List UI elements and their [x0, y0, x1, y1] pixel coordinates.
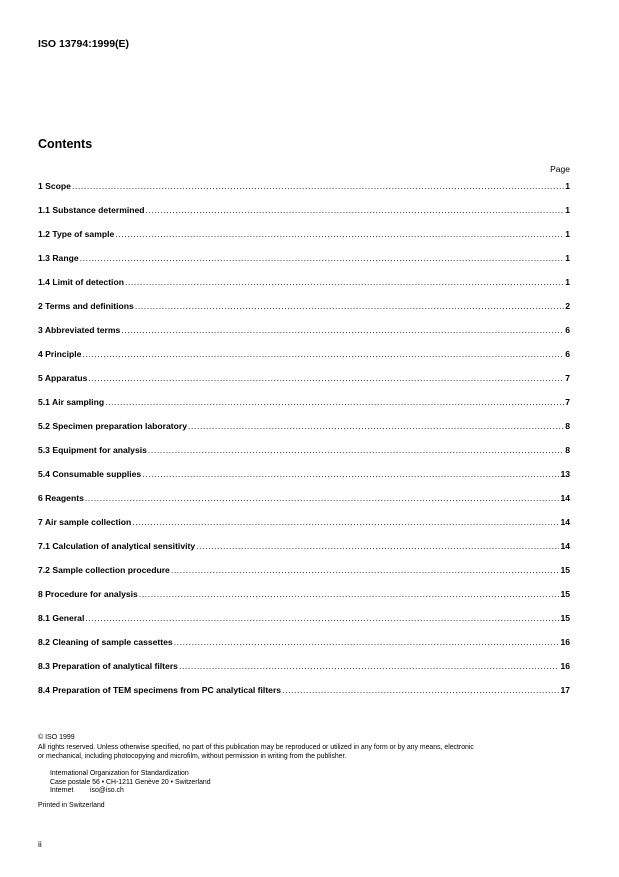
toc-entry[interactable]: [38, 349, 570, 373]
toc-entry-page: 1: [565, 253, 570, 263]
document-code: ISO 13794:1999(E): [38, 38, 130, 50]
rights-statement: [38, 744, 574, 761]
toc-entry-title: 7.2 Sample collection procedure: [38, 565, 170, 575]
toc-entry-page: 13: [560, 469, 570, 479]
toc-entry-title: 5.1 Air sampling: [38, 397, 105, 407]
toc-entry-title: 8.1 General: [38, 613, 85, 623]
dot-leader: [125, 277, 564, 287]
toc-entry[interactable]: [38, 661, 570, 685]
publisher-address: [50, 770, 211, 796]
dot-leader: [82, 349, 564, 359]
dot-leader: [148, 445, 564, 455]
toc-entry-page: 6: [565, 325, 570, 335]
dot-leader: [85, 493, 560, 503]
toc-entry-title: 4 Principle: [38, 349, 82, 359]
printed-in: Printed in Switzerland: [38, 802, 105, 809]
dot-leader: [174, 637, 560, 647]
internet-address[interactable]: iso@iso.ch: [90, 787, 124, 795]
dot-leader: [142, 469, 559, 479]
internet-contact: [50, 787, 211, 796]
toc-entry-title: 5.2 Specimen preparation laboratory: [38, 421, 188, 431]
toc-entry[interactable]: [38, 229, 570, 253]
toc-entry[interactable]: [38, 685, 570, 709]
toc-entry-title: 2 Terms and definitions: [38, 301, 134, 311]
dot-leader: [88, 373, 564, 383]
dot-leader: [72, 181, 564, 191]
toc-entry[interactable]: [38, 253, 570, 277]
toc-entry-title: 1.2 Type of sample: [38, 229, 115, 239]
toc-entry-title: 5 Apparatus: [38, 373, 88, 383]
page-column-label: Page: [550, 164, 570, 174]
dot-leader: [135, 301, 564, 311]
toc-entry-title: 6 Reagents: [38, 493, 84, 503]
toc-entry[interactable]: [38, 637, 570, 661]
toc-entry[interactable]: [38, 277, 570, 301]
dot-leader: [171, 565, 560, 575]
dot-leader: [132, 517, 559, 527]
toc-entry[interactable]: [38, 421, 570, 445]
rights-line: or mechanical, including photocopying and microfilm, without permission in writing from the publisher.: [38, 752, 347, 760]
toc-entry[interactable]: [38, 445, 570, 469]
toc-entry-page: 6: [565, 349, 570, 359]
rights-line: All rights reserved. Unless otherwise specified, no part of this publication may be reproduced or utilized in any form or by any means, electronic: [38, 744, 474, 751]
toc-entry-title: 3 Abbreviated terms: [38, 325, 121, 335]
toc-entry-page: 8: [565, 421, 570, 431]
toc-entry[interactable]: [38, 493, 570, 517]
toc-entry[interactable]: [38, 613, 570, 637]
dot-leader: [105, 397, 564, 407]
toc-entry-title: 1.4 Limit of detection: [38, 277, 124, 287]
toc-entry-page: 16: [560, 661, 570, 671]
postal-address: Case postale 56 • CH-1211 Genève 20 • Switzerland: [50, 778, 211, 786]
toc-entry-title: 5.4 Consumable supplies: [38, 469, 142, 479]
toc-entry-page: 1: [565, 205, 570, 215]
dot-leader: [188, 421, 564, 431]
toc-entry-page: 15: [560, 589, 570, 599]
toc-entry-page: 1: [565, 277, 570, 287]
dot-leader: [139, 589, 560, 599]
toc-entry-page: 16: [560, 637, 570, 647]
toc-entry-title: 8.4 Preparation of TEM specimens from PC analytical filters: [38, 685, 282, 695]
dot-leader: [121, 325, 564, 335]
page-number: ii: [38, 839, 42, 849]
toc-entry[interactable]: [38, 373, 570, 397]
dot-leader: [196, 541, 559, 551]
toc-entry-title: 7 Air sample collection: [38, 517, 132, 527]
contents-title: Contents: [38, 137, 93, 151]
dot-leader: [85, 613, 559, 623]
dot-leader: [179, 661, 559, 671]
toc-entry-title: 1.3 Range: [38, 253, 79, 263]
toc-entry[interactable]: [38, 541, 570, 565]
dot-leader: [282, 685, 559, 695]
toc-entry-page: 8: [565, 445, 570, 455]
toc-entry-page: 14: [560, 541, 570, 551]
toc-entry-title: 8 Procedure for analysis: [38, 589, 138, 599]
toc-entry[interactable]: [38, 205, 570, 229]
toc-entry-title: 1 Scope: [38, 181, 71, 191]
dot-leader: [80, 253, 565, 263]
toc-entry[interactable]: [38, 325, 570, 349]
toc-entry[interactable]: [38, 565, 570, 589]
toc-entry-title: 7.1 Calculation of analytical sensitivity: [38, 541, 196, 551]
toc-entry[interactable]: [38, 589, 570, 613]
toc-entry[interactable]: [38, 301, 570, 325]
toc-entry-page: 17: [560, 685, 570, 695]
toc-entry-title: 1.1 Substance determined: [38, 205, 145, 215]
toc-entry-page: 15: [560, 613, 570, 623]
dot-leader: [146, 205, 565, 215]
toc-entry-page: 1: [565, 181, 570, 191]
toc-entry-page: 14: [560, 517, 570, 527]
toc-entry-page: 7: [565, 397, 570, 407]
toc-entry-page: 15: [560, 565, 570, 575]
toc-entry[interactable]: [38, 181, 570, 205]
toc-entry-title: 8.3 Preparation of analytical filters: [38, 661, 178, 671]
copyright-notice: © ISO 1999: [38, 734, 75, 741]
organization-name: International Organization for Standardization: [50, 770, 189, 777]
toc-entry-title: 5.3 Equipment for analysis: [38, 445, 147, 455]
toc-entry-page: 14: [560, 493, 570, 503]
dot-leader: [115, 229, 564, 239]
toc-entry[interactable]: [38, 397, 570, 421]
toc-entry[interactable]: [38, 469, 570, 493]
table-of-contents: [38, 181, 570, 709]
toc-entry-page: 1: [565, 229, 570, 239]
toc-entry-title: 8.2 Cleaning of sample cassettes: [38, 637, 173, 647]
toc-entry-page: 7: [565, 373, 570, 383]
toc-entry[interactable]: [38, 517, 570, 541]
toc-entry-page: 2: [565, 301, 570, 311]
internet-label: Internet: [50, 787, 74, 795]
